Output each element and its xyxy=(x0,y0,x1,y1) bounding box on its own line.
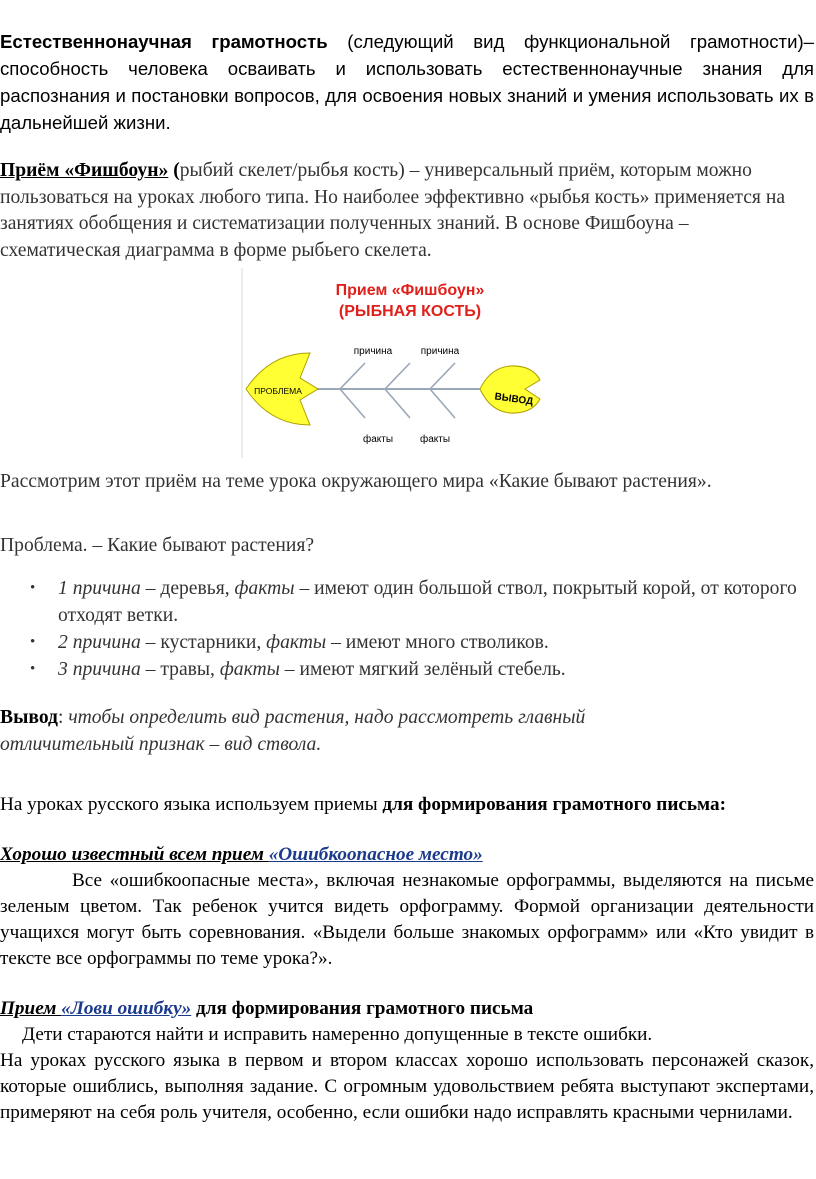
heading2-word: Прием xyxy=(0,998,62,1019)
fish-tail-label: ВЫВОД xyxy=(493,391,534,408)
fact-label: факты xyxy=(362,434,394,445)
paren: ( xyxy=(168,160,180,181)
fairy-tale-characters: На уроках русского языка в первом и втором классах хорошо использовать персонажей сказок, которые ошиблись, выполняя задание. С огромным удовольствием ребята выступают экспертами, примеряют на себя роль учителя, особенно, если ошибки надо исправлять красными чернилами. xyxy=(0,1050,814,1123)
list-item xyxy=(58,575,816,629)
heading2-rest: для формирования грамотного письма xyxy=(191,998,534,1019)
term-natural-literacy: Естественнонаучная грамотность xyxy=(0,31,328,52)
intro-bold: для формирования грамотного письма: xyxy=(382,794,726,815)
plants-topic: Рассмотрим этот приём на теме урока окружающего мира «Какие бывают растения». xyxy=(0,471,712,492)
heading-catch-error xyxy=(0,996,814,1022)
conclusion-label: Вывод xyxy=(0,707,58,728)
bone-top-3 xyxy=(430,363,455,389)
facts-italic: факты xyxy=(266,632,327,653)
catch-error-description: Дети стараются найти и исправить намеренно допущенные в тексте ошибки. xyxy=(22,1024,653,1045)
fishbone-description xyxy=(0,158,814,264)
figure-title-line1: Прием «Фишбоун» xyxy=(335,282,485,299)
facts-text: – имеют один большой ствол, покрытый корой, от которого отходят ветки. xyxy=(58,578,797,626)
fishbone-diagram xyxy=(240,268,560,458)
cause-label: причина xyxy=(353,346,393,357)
catch-error-link[interactable]: «Лови ошибку» xyxy=(61,998,192,1019)
error-prone-place-link[interactable]: «Ошибкоопасное место» xyxy=(268,844,483,865)
causes-list xyxy=(0,575,816,683)
bone-bottom-1 xyxy=(340,389,365,418)
fish-head-label: ПРОБЛЕМА xyxy=(254,386,302,396)
bone-bottom-2 xyxy=(385,389,410,418)
heading-error-prone-place xyxy=(0,843,814,867)
fishbone-text: рыбий скелет/рыбья кость) – универсальный приём, которым можно пользоваться на уроках любого типа. Но наиболее эффективно «рыбья кость» применяется на занятиях обобщения и систематизации полученных знаний. В основе Фишбоуна – схематическая диаграмма в форме рыбьего скелета. xyxy=(0,160,786,261)
cause-text: – травы, xyxy=(140,659,220,680)
list-item xyxy=(58,656,816,683)
list-item xyxy=(58,629,816,656)
intro-paragraph xyxy=(0,28,814,136)
fact-label: факты xyxy=(419,434,451,445)
heading1-text: Хорошо известный всем прием xyxy=(0,844,269,865)
facts-text: – имеют мягкий зелёный стебель. xyxy=(279,659,566,680)
conclusion xyxy=(0,704,690,758)
term-fishbone: Приём «Фишбоун» xyxy=(0,160,169,181)
facts-text: – имеют много стволиков. xyxy=(326,632,549,653)
russian-lessons-intro xyxy=(0,793,814,817)
cause-text: – деревья, xyxy=(140,578,235,599)
cause-italic: 1 причина xyxy=(58,578,141,599)
error-prone-description: Все «ошибкоопасные места», включая незнакомые орфограммы, выделяются на письме зеленым цветом. Так ребенок учится видеть орфограмму. Формой организации деятельности учащихся могут быть соревнования. «Выдели больше знакомых орфограмм» или «Кто увидит в тексте все орфограммы по теме урока?». xyxy=(0,870,814,969)
bone-bottom-3 xyxy=(430,389,455,418)
figure-title-line2: (РЫБНАЯ КОСТЬ) xyxy=(338,303,482,320)
cause-italic: 3 причина xyxy=(58,659,141,680)
bone-top-2 xyxy=(385,363,410,389)
cause-text: – кустарники, xyxy=(140,632,267,653)
cause-label: причина xyxy=(420,346,460,357)
intro-plain: На уроках русского языка используем приемы xyxy=(0,794,383,815)
intro-line1-rest: (следующий вид функциональной xyxy=(327,31,671,52)
conclusion-colon: : xyxy=(57,707,69,728)
intro-rest: грамотности)– способность человека осваивать и использовать естественнонаучные знания для распознания и постановки вопросов, для освоения новых знаний и умения использовать их в дальнейшей жизни. xyxy=(0,31,814,133)
facts-italic: факты xyxy=(219,659,280,680)
bone-top-1 xyxy=(340,363,365,389)
conclusion-text: чтобы определить вид растения, надо рассмотреть главный отличительный признак – вид ствола. xyxy=(0,707,586,755)
problem-line: Проблема. – Какие бывают растения? xyxy=(0,535,315,556)
cause-italic: 2 причина xyxy=(58,632,141,653)
facts-italic: факты xyxy=(234,578,295,599)
